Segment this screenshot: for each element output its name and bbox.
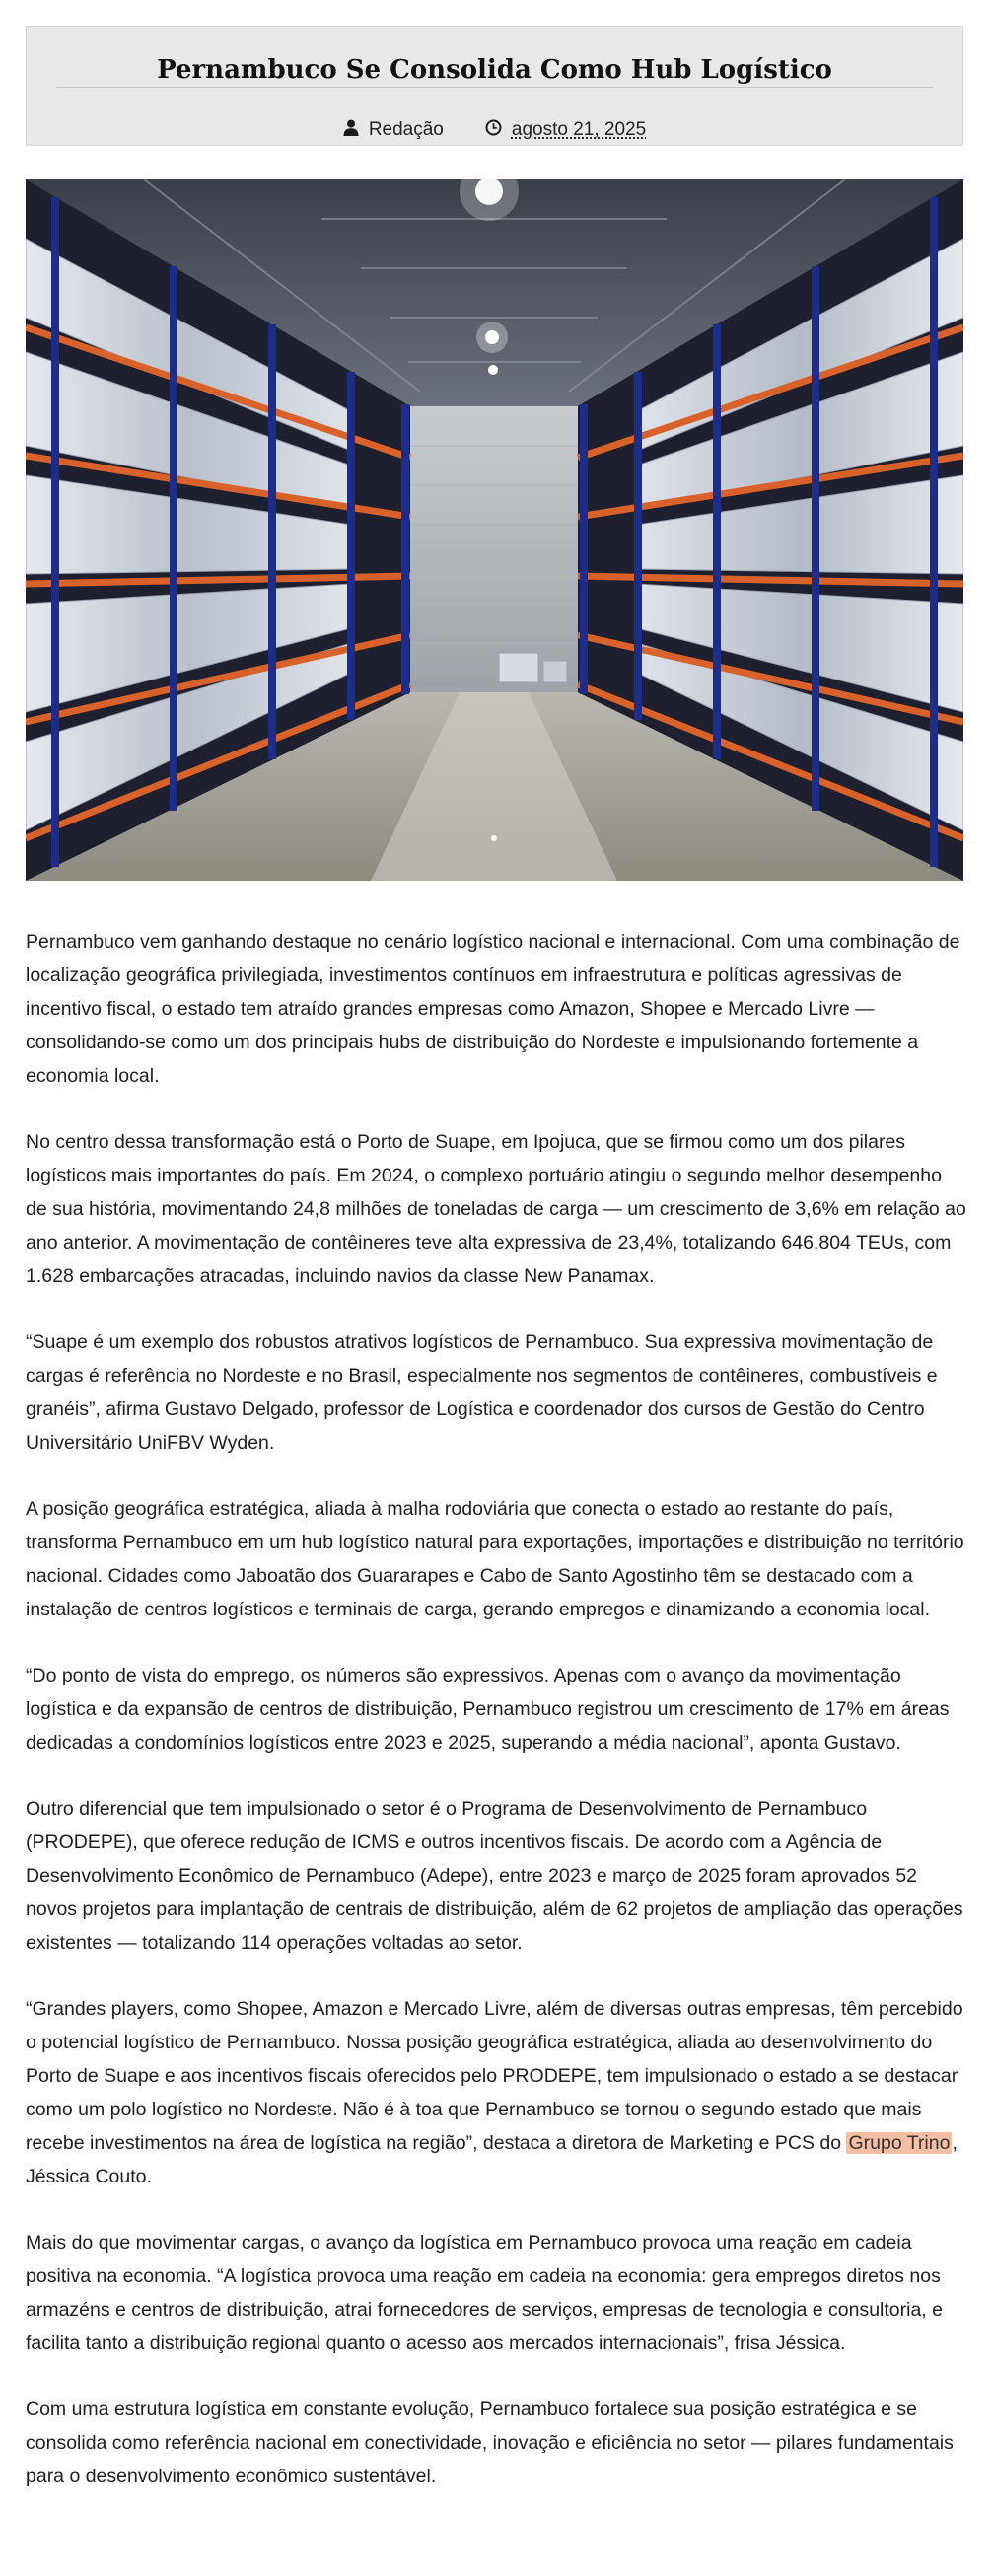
paragraph-quote-jessica	[26, 1992, 967, 2193]
paragraph-text: , Jéssica Couto.	[26, 2132, 958, 2187]
clock-icon	[485, 119, 502, 142]
author-meta[interactable]	[343, 119, 444, 142]
header-divider	[56, 87, 933, 88]
article-header	[26, 26, 963, 146]
hero-image-warehouse	[26, 179, 963, 881]
user-icon	[343, 119, 359, 142]
article-body	[26, 925, 967, 2526]
date-meta	[485, 119, 646, 142]
paragraph: Mais do que movimentar cargas, o avanço da logística em Pernambuco provoca uma reação em cadeia positiva na economia. “A logística provoca uma reação em cadeia na economia: gera empregos diretos nos armazéns e centros de distribuição, atrai fornecedores de serviços, empresas de tecnologia e consultoria, e facilita tanto a distribuição regional quanto o acesso aos mercados internacionais”, frisa Jéssica.	[26, 2232, 943, 2354]
author-name[interactable]: Redação	[368, 119, 444, 140]
paragraph: A posição geográfica estratégica, aliada à malha rodoviária que conecta o estado ao restante do país, transforma Pernambuco em um hub logístico natural para exportações, importações e distribuição no território nacional. Cidades como Jaboatão dos Guararapes e Cabo de Santo Agostinho têm se destacado com a instalação de centros logísticos e terminais de carga, gerando empregos e dinamizando a economia local.	[26, 1498, 964, 1620]
paragraph: “Do ponto de vista do emprego, os números são expressivos. Apenas com o avanço da movimentação logística e da expansão de centros de distribuição, Pernambuco registrou um crescimento de 17% em áreas dedicadas a condomínios logísticos entre 2023 e 2025, superando a média nacional”, aponta Gustavo.	[26, 1665, 950, 1753]
warehouse-illustration	[26, 179, 963, 881]
paragraph-text: “Grandes players, como Shopee, Amazon e Mercado Livre, além de diversas outras empresas, têm percebido o potencial logístico de Pernambuco. Nossa posição geográfica estratégica, aliada ao desenvolvimento do Porto de Suape e aos incentivos fiscais oferecidos pelo PRODEPE, tem impulsionado o estado a se destacar como um polo logístico no Nordeste. Não é à toa que Pernambuco se tornou o segundo estado que mais recebe investimentos na área de logística na região”, destaca a diretora de Marketing e PCS do	[26, 1998, 963, 2154]
paragraph: Outro diferencial que tem impulsionado o setor é o Programa de Desenvolvimento de Pernambuco (PRODEPE), que oferece redução de ICMS e outros incentivos fiscais. De acordo com a Agência de Desenvolvimento Econômico de Pernambuco (Adepe), entre 2023 e março de 2025 foram aprovados 52 novos projetos para implantação de centrais de distribuição, além de 62 projetos de ampliação das operações existentes — totalizando 114 operações voltadas ao setor.	[26, 1798, 963, 1954]
paragraph: Com uma estrutura logística em constante evolução, Pernambuco fortalece sua posição estratégica e se consolida como referência nacional em conectividade, inovação e eficiência no setor — pilares fundamentais para o desenvolvimento econômico sustentável.	[26, 2398, 954, 2487]
paragraph: Pernambuco vem ganhando destaque no cenário logístico nacional e internacional. Com uma combinação de localização geográfica privilegiada, investimentos contínuos em infraestrutura e políticas agressivas de incentivo fiscal, o estado tem atraído grandes empresas como Amazon, Shopee e Mercado Livre — consolidando-se como um dos principais hubs de distribuição do Nordeste e impulsionando fortemente a economia local.	[26, 931, 960, 1087]
grupo-trino-link[interactable]: Grupo Trino	[848, 2132, 951, 2154]
article-meta	[27, 117, 962, 143]
article-title: Pernambuco Se Consolida Como Hub Logístico	[157, 55, 832, 85]
paragraph: “Suape é um exemplo dos robustos atrativos logísticos de Pernambuco. Sua expressiva movimentação de cargas é referência no Nordeste e no Brasil, especialmente nos segmentos de contêineres, combustíveis e granéis”, afirma Gustavo Delgado, professor de Logística e coordenador dos cursos de Gestão do Centro Universitário UniFBV Wyden.	[26, 1331, 938, 1454]
publish-date: agosto 21, 2025	[511, 119, 647, 140]
paragraph: No centro dessa transformação está o Porto de Suape, em Ipojuca, que se firmou como um dos pilares logísticos mais importantes do país. Em 2024, o complexo portuário atingiu o segundo melhor desempenho de sua história, movimentando 24,8 milhões de toneladas de carga — um crescimento de 3,6% em relação ao ano anterior. A movimentação de contêineres teve alta expressiva de 23,4%, totalizando 646.804 TEUs, com 1.628 embarcações atracadas, incluindo navios da classe New Panamax.	[26, 1131, 966, 1287]
